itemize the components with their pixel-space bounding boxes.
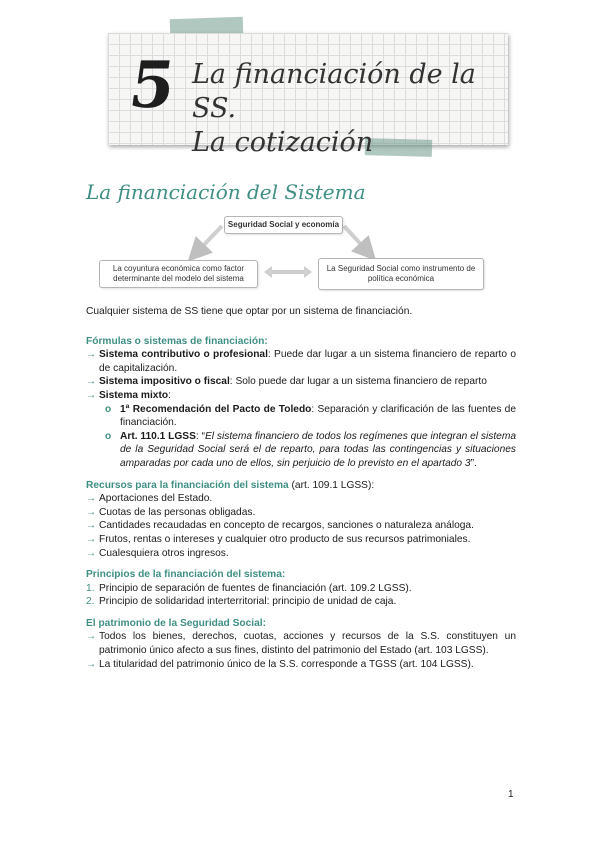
list-item: → Cantidades recaudadas en concepto de recargos, sanciones o naturaleza análoga. [86, 520, 474, 532]
arrow-bullet-icon: → [86, 389, 97, 401]
patrimonio-heading: El patrimonio de la Seguridad Social: [86, 617, 267, 629]
diagram-box-top: Seguridad Social y economía [224, 216, 343, 234]
diagram-box-right: La Seguridad Social como instrumento de política económica [318, 258, 484, 290]
chapter-title-line1: La financiación de la SS. [192, 59, 476, 124]
arrow-bullet-icon: → [86, 658, 97, 670]
document-body [86, 305, 516, 671]
numbered-item: 1. Principio de separación de fuentes de financiación (art. 109.2 LGSS). [86, 582, 412, 594]
circle-bullet-icon: o [105, 430, 112, 442]
arrow-bullet-icon: → [86, 493, 97, 505]
circle-bullet-icon: o [105, 403, 112, 415]
diagram-box-left: La coyuntura económica como factor determinante del modelo del sistema [99, 260, 258, 288]
recursos-heading: Recursos para la financiación del sistema (art. 109.1 LGSS): [86, 479, 375, 491]
list-item: → La titularidad del patrimonio único de la S.S. corresponde a TGSS (art. 104 LGSS). [86, 658, 474, 670]
section-title: La financiación del Sistema [86, 180, 366, 204]
double-arrow-icon [264, 266, 312, 278]
list-item: → Aportaciones del Estado. [86, 493, 213, 505]
list-item: → Cuotas de las personas obligadas. [86, 506, 256, 518]
arrow-bullet-icon: → [86, 376, 97, 388]
page-number: 1 [508, 789, 514, 800]
list-item: → Frutos, rentas o intereses y cualquier otro producto de sus recursos patrimoniales. [86, 533, 471, 545]
arrow-bullet-icon: → [86, 349, 97, 361]
principios-heading: Principios de la financiación del sistema: [86, 569, 286, 581]
arrow-bullet-icon: → [86, 631, 97, 643]
arrow-bullet-icon: → [86, 520, 97, 532]
chapter-title [192, 58, 512, 160]
arrow-bullet-icon: → [86, 533, 97, 545]
list-item: → Sistema impositivo o fiscal: Solo puede dar lugar a un sistema financiero de reparto [86, 376, 487, 388]
arrow-top-right-icon [344, 226, 368, 252]
arrow-top-left-icon [196, 226, 222, 253]
intro-paragraph: Cualquier sistema de SS tiene que optar por un sistema de financiación. [86, 306, 413, 317]
chapter-number: 5 [124, 48, 179, 123]
chapter-title-line2: La cotización [192, 127, 374, 158]
list-item: → Sistema contributivo o profesional: Puede dar lugar a un sistema financiero de reparto o de capitalización. [86, 349, 516, 374]
arrow-bullet-icon: → [86, 506, 97, 518]
sub-list-item: o Art. 110.1 LGSS: “El sistema financiero de todos los regímenes que integran el sistema de la Seguridad Social será el de reparto, para todas las contingencias y situaciones amparadas por cada uno de ellos, sin perjuicio de lo previsto en el apartado 3”. [105, 430, 516, 469]
sub-list-item: o 1ª Recomendación del Pacto de Toledo: Separación y clarificación de las fuentes de financiación. [105, 403, 516, 429]
list-item: → Todos los bienes, derechos, cuotas, acciones y recursos de la S.S. constituyen un patrimonio único afecto a sus fines, distinto del patrimonio del Estado (art. 103 LGSS). [86, 631, 516, 657]
arrow-bullet-icon: → [86, 547, 97, 559]
list-item: → Sistema mixto: [86, 389, 171, 401]
numbered-item: 2. Principio de solidaridad interterritorial: principio de unidad de caja. [86, 596, 397, 608]
list-item: → Cualesquiera otros ingresos. [86, 547, 229, 559]
formulas-heading: Fórmulas o sistemas de financiación: [86, 335, 268, 347]
